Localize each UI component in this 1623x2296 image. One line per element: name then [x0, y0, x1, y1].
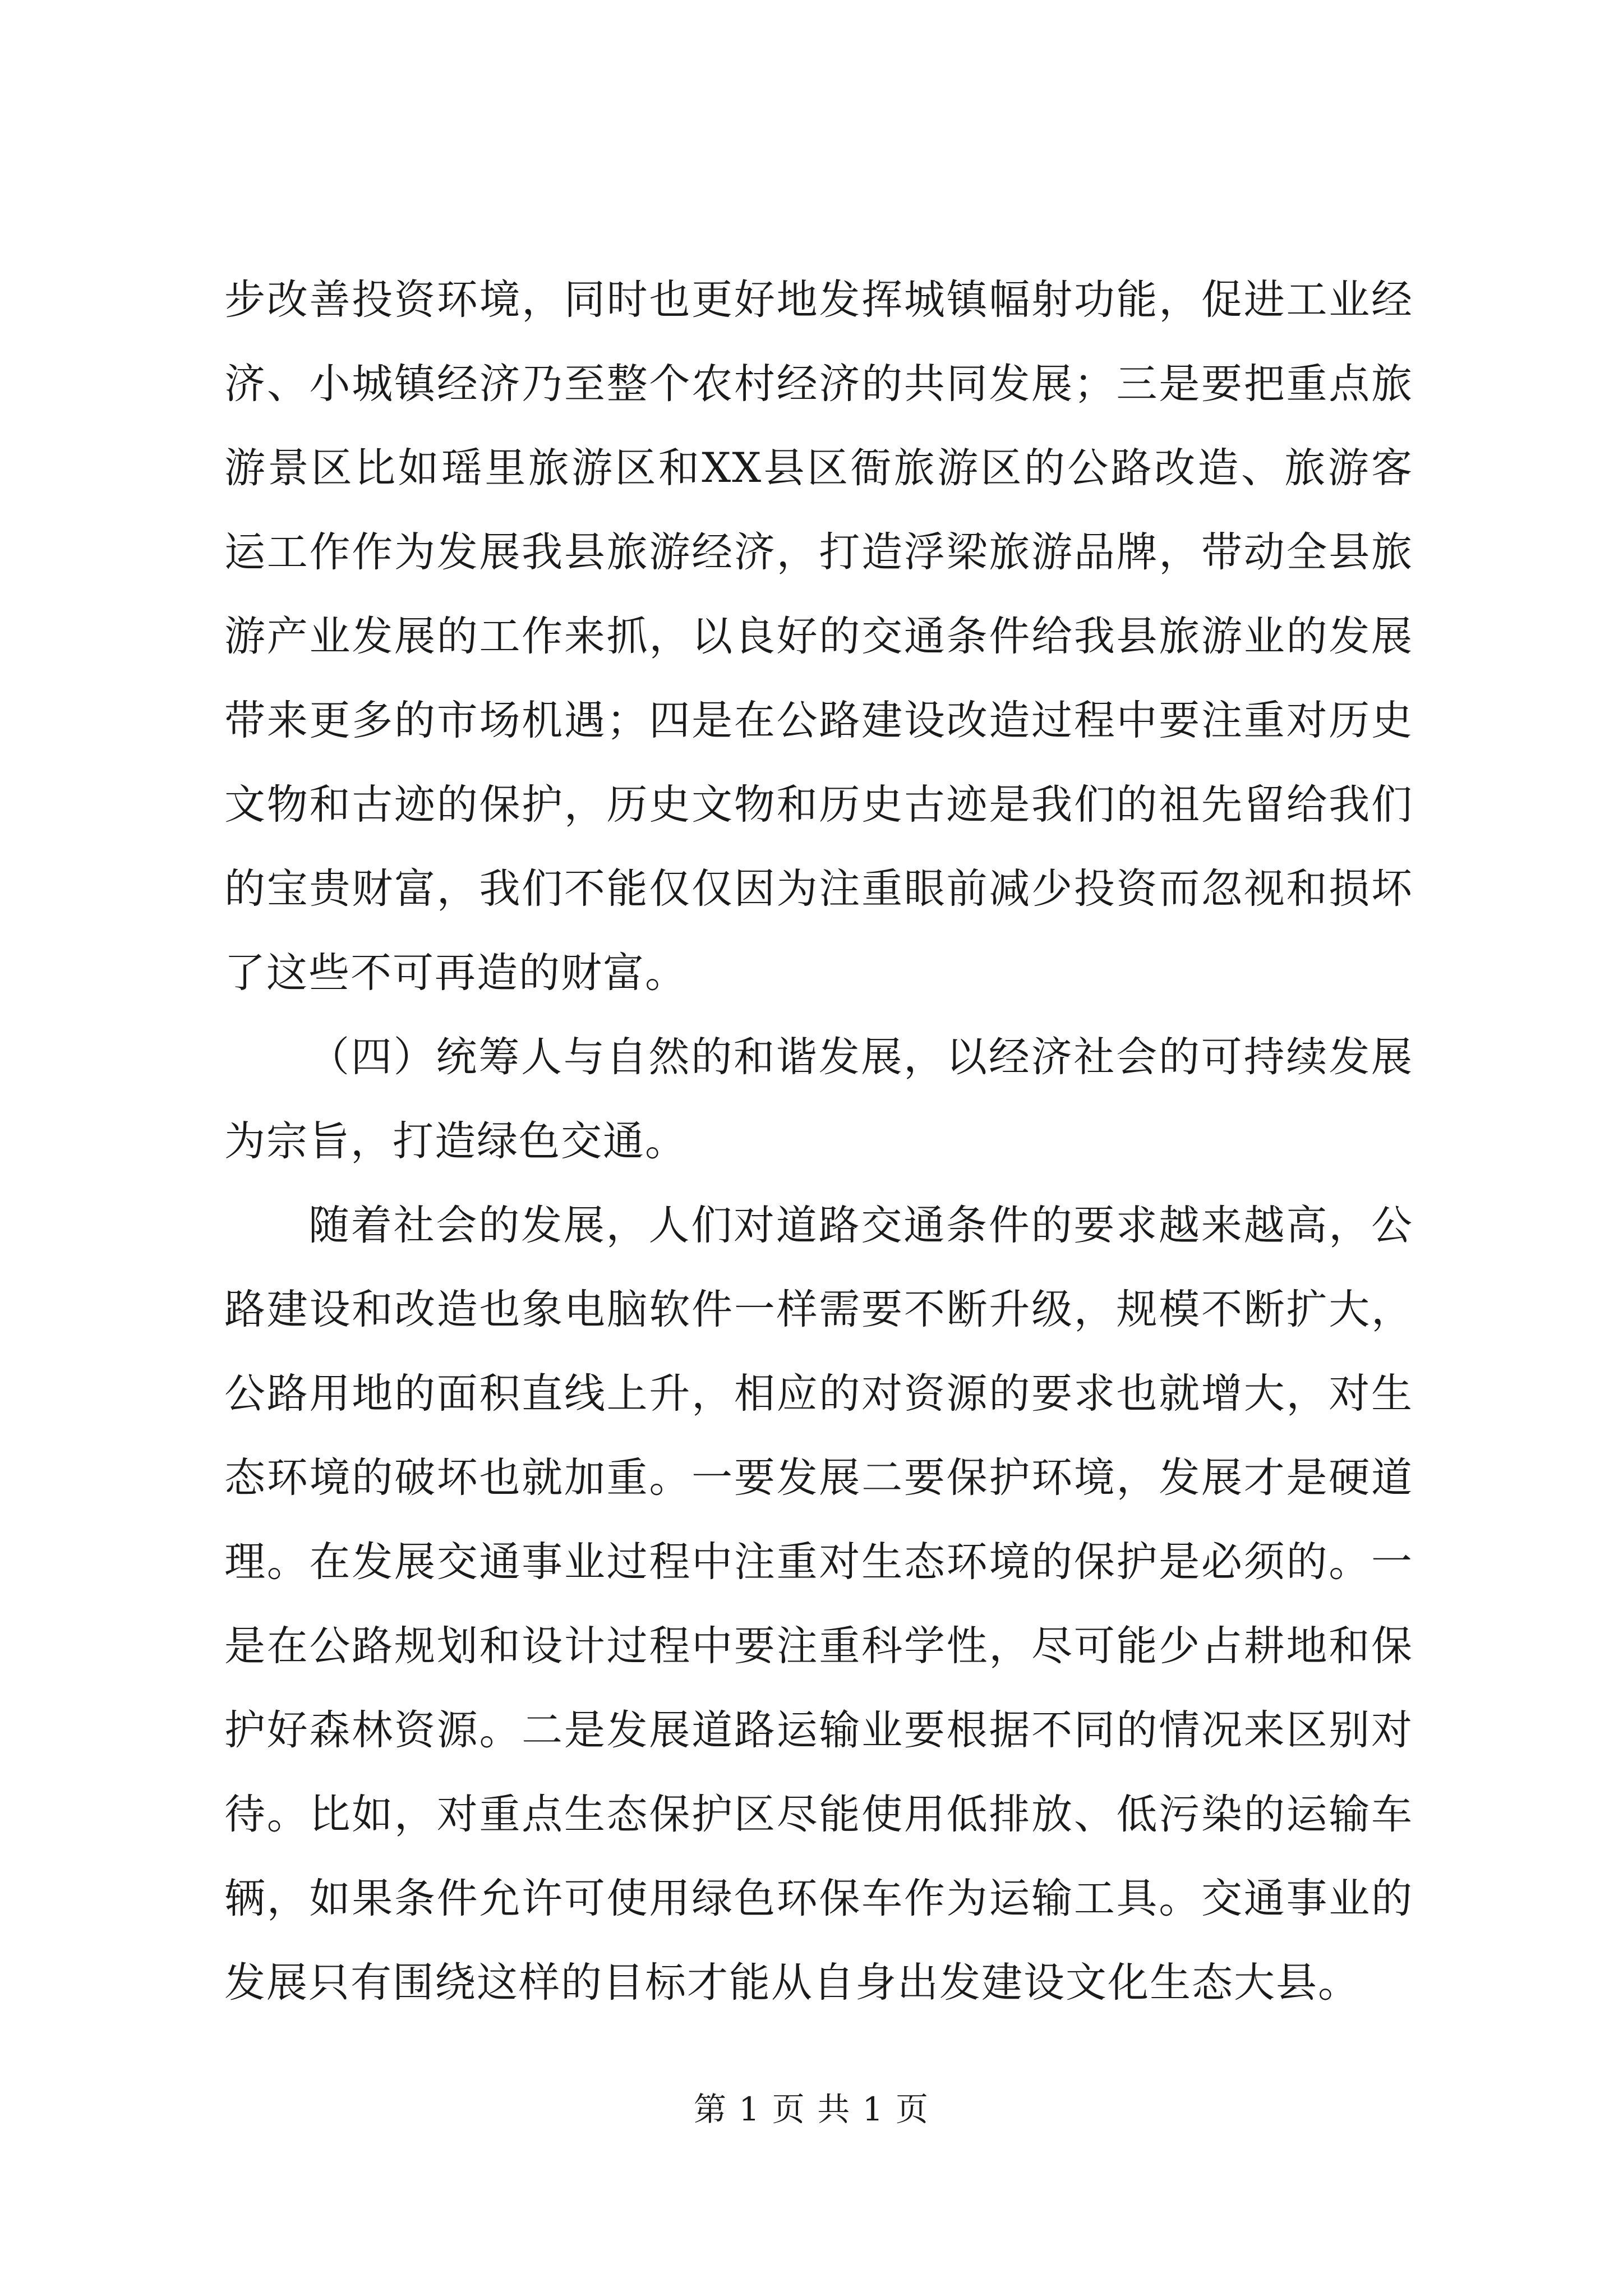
text-line: 济、小城镇经济乃至整个农村经济的共同发展；三是要把重点旅	[224, 360, 1413, 408]
body-paragraph	[224, 1184, 1413, 2025]
page-number-label: 第 1 页 共 1 页	[694, 2090, 929, 2128]
heading-line: （四）统筹人与自然的和谐发展，以经济社会的可持续发展	[308, 1033, 1413, 1081]
text-line: 步改善投资环境，同时也更好地发挥城镇幅射功能，促进工业经	[224, 276, 1413, 324]
section-heading	[224, 1015, 1413, 1184]
text-line: 公路用地的面积直线上升，相应的对资源的要求也就增大，对生	[224, 1370, 1413, 1418]
text-line: 发展只有围绕这样的目标才能从自身出发建设文化生态大县。	[224, 1959, 1360, 2007]
text-line: 运工作作为发展我县旅游经济，打造浮梁旅游品牌，带动全县旅	[224, 528, 1413, 576]
text-line: 护好森林资源。二是发展道路运输业要根据不同的情况来区别对	[224, 1706, 1413, 1754]
paragraph-continuation	[224, 258, 1413, 1015]
heading-line: 为宗旨，打造绿色交通。	[224, 1117, 687, 1165]
text-line: 文物和古迹的保护，历史文物和历史古迹是我们的祖先留给我们	[224, 781, 1413, 829]
text-line: 游景区比如瑶里旅游区和XX县区衙旅游区的公路改造、旅游客	[224, 444, 1413, 492]
text-line: 的宝贵财富，我们不能仅仅因为注重眼前减少投资而忽视和损坏	[224, 865, 1413, 913]
text-line: 理。在发展交通事业过程中注重对生态环境的保护是必须的。一	[224, 1538, 1413, 1586]
text-line: 带来更多的市场机遇；四是在公路建设改造过程中要注重对历史	[224, 697, 1413, 744]
text-line: 辆，如果条件允许可使用绿色环保车作为运输工具。交通事业的	[224, 1875, 1413, 1922]
text-line: 游产业发展的工作来抓，以良好的交通条件给我县旅游业的发展	[224, 613, 1413, 660]
text-line: 是在公路规划和设计过程中要注重科学性，尽可能少占耕地和保	[224, 1622, 1413, 1670]
text-line: 路建设和改造也象电脑软件一样需要不断升级，规模不断扩大，	[224, 1286, 1413, 1333]
text-line: 随着社会的发展，人们对道路交通条件的要求越来越高，公	[308, 1202, 1413, 1249]
text-line: 了这些不可再造的财富。	[224, 949, 687, 997]
text-line: 态环境的破坏也就加重。一要发展二要保护环境，发展才是硬道	[224, 1454, 1413, 1502]
text-line: 待。比如，对重点生态保护区尽能使用低排放、低污染的运输车	[224, 1791, 1413, 1838]
page-footer	[0, 2087, 1623, 2132]
